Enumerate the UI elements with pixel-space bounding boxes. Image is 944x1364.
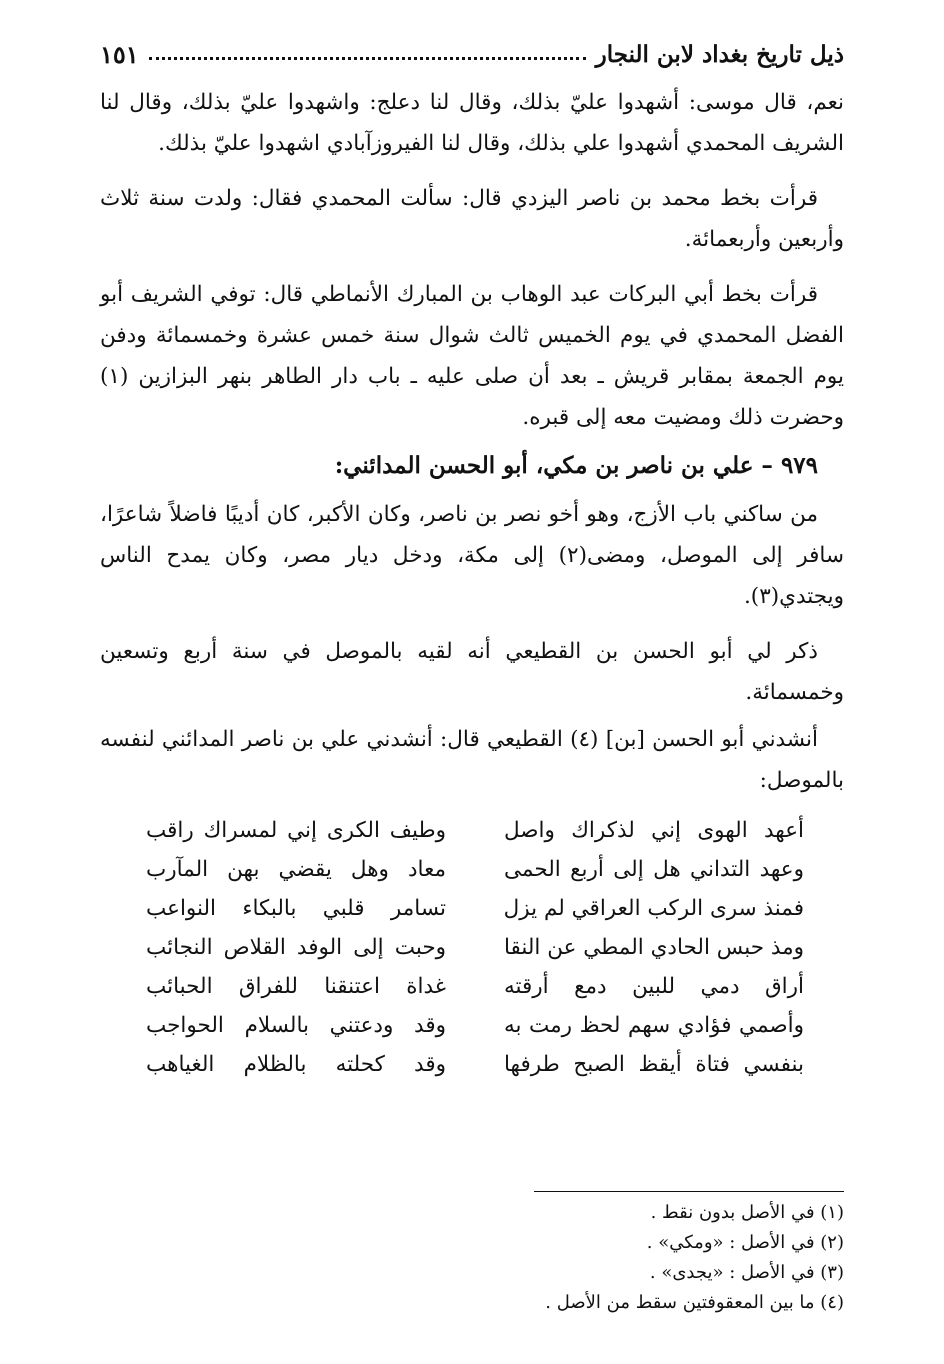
verse-second-hemistich: معاد وهل يقضي بهن المآرب xyxy=(146,857,446,882)
verse-second-hemistich: وقد ودعتني بالسلام الحواجب xyxy=(146,1013,446,1038)
entry-heading: ٩٧٩ – علي بن ناصر بن مكي، أبو الحسن المدائني: xyxy=(334,452,818,479)
verse-second-hemistich: وحبت إلى الوفد القلاص النجائب xyxy=(146,935,446,960)
poem-verse xyxy=(100,1006,844,1045)
poem-verse xyxy=(100,850,844,889)
paragraph-testimony: نعم، قال موسى: أشهدوا عليّ بذلك، وقال لنا دعلج: واشهدوا عليّ بذلك، وقال لنا الشريف المحمدي أشهدوا علي بذلك، وقال لنا الفيروزآبادي اشهدوا عليّ بذلك. xyxy=(100,90,844,156)
verse-first-hemistich: ومذ حبس الحادي المطي عن النقا xyxy=(503,935,804,960)
footnote-1: (١) في الأصل بدون نقط . xyxy=(650,1202,844,1223)
footnote-3: (٣) في الأصل : «يجدى» . xyxy=(649,1262,844,1283)
poem-verse xyxy=(100,811,844,850)
running-header xyxy=(100,34,844,74)
footnote-divider xyxy=(534,1191,844,1192)
poem-verse xyxy=(100,889,844,928)
verse-first-hemistich: أعهد الهوى إني لذكراك واصل xyxy=(504,818,804,843)
running-title: ذيل تاريخ بغداد لابن النجار xyxy=(595,40,844,68)
poem-verse xyxy=(100,967,844,1006)
paragraph-death: قرأت بخط أبي البركات عبد الوهاب بن المبارك الأنماطي قال: توفي الشريف أبو الفضل المحمدي في يوم الخميس ثالث شوال سنة خمس عشرة وخمسمائة ودفن يوم الجمعة بمقابر قريش ـ بعد أن صلى عليه ـ باب دار الطاهر بنهر البزازين (١) وحضرت ذلك ومضيت معه إلى قبره. xyxy=(100,282,844,430)
poem-verse xyxy=(100,928,844,967)
verse-first-hemistich: وعهد التداني هل إلى أربع الحمى xyxy=(504,857,804,882)
paragraph-birth: قرأت بخط محمد بن ناصر اليزدي قال: سألت المحمدي فقال: ولدت سنة ثلاث وأربعين وأربعمائة. xyxy=(100,186,844,252)
footnotes xyxy=(100,1198,844,1318)
poem xyxy=(100,811,844,1084)
verse-second-hemistich: وطيف الكرى إني لمسراك راقب xyxy=(146,818,446,843)
verse-second-hemistich: تسامر قلبي بالبكاء النواعب xyxy=(146,896,446,921)
leader-dots xyxy=(149,57,586,60)
paragraph-recitation: أنشدني أبو الحسن [بن] (٤) القطيعي قال: أنشدني علي بن ناصر المدائني لنفسه بالموصل: xyxy=(100,727,844,793)
verse-second-hemistich: وقد كحلته بالظلام الغياهب xyxy=(146,1052,446,1077)
footnote-4: (٤) ما بين المعقوفتين سقط من الأصل . xyxy=(545,1292,844,1313)
poem-verse xyxy=(100,1045,844,1084)
verse-first-hemistich: أراق دمي للبين دمع أرقته xyxy=(504,974,804,999)
verse-first-hemistich: فمنذ سرى الركب العراقي لم يزل xyxy=(503,896,804,921)
page-number: ١٥١ xyxy=(100,39,139,69)
paragraph-meeting: ذكر لي أبو الحسن بن القطيعي أنه لقيه بالموصل في سنة أربع وتسعين وخمسمائة. xyxy=(100,639,844,705)
verse-first-hemistich: وأصمي فؤادي سهم لحظ رمت به xyxy=(504,1013,804,1038)
paragraph-biography: من ساكني باب الأزج، وهو أخو نصر بن ناصر، وكان الأكبر، كان أديبًا فاضلاً شاعرًا، سافر إلى الموصل، ومضى(٢) إلى مكة، ودخل ديار مصر، وكان يمدح الناس ويجتدي(٣). xyxy=(100,502,844,609)
verse-first-hemistich: بنفسي فتاة أيقظ الصبح طرفها xyxy=(504,1052,804,1077)
footnote-2: (٢) في الأصل : «ومكي» . xyxy=(646,1232,844,1253)
verse-second-hemistich: غداة اعتنقنا للفراق الحبائب xyxy=(146,974,446,999)
main-text xyxy=(100,82,844,1084)
